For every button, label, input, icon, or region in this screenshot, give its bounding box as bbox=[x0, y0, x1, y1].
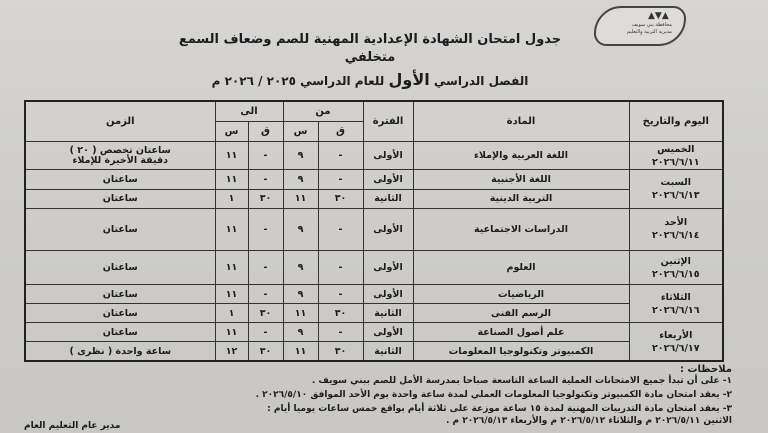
to-hours-cell: ١١ bbox=[215, 208, 248, 250]
date: ٢٠٢٦/٦/١٣ bbox=[652, 190, 700, 202]
subject-cell: اللغة الأجنبية bbox=[413, 170, 629, 189]
day-name: الأحد bbox=[664, 217, 688, 229]
to-minutes-cell: ٣٠ bbox=[248, 189, 283, 208]
period-cell: الأولى bbox=[363, 141, 413, 170]
title-line-2 bbox=[170, 50, 570, 65]
from-minutes-cell: - bbox=[318, 208, 363, 250]
header-from-hours: س bbox=[283, 121, 318, 141]
day-name: الخميس bbox=[657, 143, 695, 155]
date: ٢٠٢٦/٦/١٧ bbox=[652, 342, 700, 354]
subject-cell: علم أصول الصناعة bbox=[413, 323, 629, 342]
period-cell: الأولى bbox=[363, 285, 413, 304]
from-minutes-cell: - bbox=[318, 285, 363, 304]
to-minutes-cell: - bbox=[248, 170, 283, 189]
day-date-cell bbox=[629, 170, 723, 208]
subject-cell: اللغة العربية والإملاء bbox=[413, 141, 629, 170]
to-hours-cell: ١ bbox=[215, 304, 248, 323]
from-hours-cell: ٩ bbox=[283, 141, 318, 170]
to-hours-cell: ١١ bbox=[215, 251, 248, 285]
title-term-label: الفصل الدراسي bbox=[433, 74, 529, 88]
duration-cell: ساعتان bbox=[25, 170, 215, 189]
date: ٢٠٢٦/٦/١٤ bbox=[652, 230, 700, 242]
duration-line-2: دقيقة الأخيرة للإملاء bbox=[72, 154, 168, 166]
logo-line-2: مديرية التربية والتعليم bbox=[626, 29, 672, 35]
day-name: الأربعاء bbox=[659, 329, 693, 341]
to-minutes-cell: - bbox=[248, 323, 283, 342]
from-minutes-cell: ٣٠ bbox=[318, 189, 363, 208]
header-to-minutes: ق bbox=[248, 121, 283, 141]
duration-cell: ساعة واحدة ( نظرى ) bbox=[25, 342, 215, 361]
note-3: ٣- يعقد امتحان مادة التدريبات المهنية لمدة ١٥ ساعة موزعة على ثلاثة أيام بواقع خمس ساعات يوميا أيام : bbox=[267, 404, 732, 414]
duration-cell bbox=[25, 141, 215, 170]
day-date-cell bbox=[629, 323, 723, 361]
to-minutes-cell: - bbox=[248, 285, 283, 304]
to-hours-cell: ١١ bbox=[215, 141, 248, 170]
ministry-logo bbox=[594, 6, 686, 46]
logo-line-1: محافظة بني سويف bbox=[631, 22, 672, 28]
header-from-minutes: ق bbox=[318, 121, 363, 141]
title-line-2-text: متخلفي bbox=[344, 50, 396, 65]
table-row bbox=[25, 342, 723, 361]
title-line-3 bbox=[170, 70, 570, 89]
table-row bbox=[25, 170, 723, 189]
to-hours-cell: ١١ bbox=[215, 285, 248, 304]
header-period: الفترة bbox=[363, 101, 413, 141]
date: ٢٠٢٦/٦/١١ bbox=[652, 156, 700, 168]
from-hours-cell: ١١ bbox=[283, 304, 318, 323]
from-minutes-cell: - bbox=[318, 323, 363, 342]
eagle-emblem-icon: ▲▼▲ bbox=[648, 11, 669, 21]
duration-cell: ساعتان bbox=[25, 304, 215, 323]
subject-cell: التربية الدينية bbox=[413, 189, 629, 208]
from-minutes-cell: - bbox=[318, 141, 363, 170]
period-cell: الأولى bbox=[363, 323, 413, 342]
period-cell: الأولى bbox=[363, 251, 413, 285]
subject-cell: الدراسات الاجتماعية bbox=[413, 208, 629, 250]
table-row bbox=[25, 304, 723, 323]
to-hours-cell: ١٢ bbox=[215, 342, 248, 361]
from-minutes-cell: ٣٠ bbox=[318, 342, 363, 361]
header-to: الى bbox=[215, 101, 283, 121]
to-minutes-cell: - bbox=[248, 251, 283, 285]
day-date-cell bbox=[629, 285, 723, 323]
subject-cell: الكمبيوتر وتكنولوجيا المعلومات bbox=[413, 342, 629, 361]
day-name: الثلاثاء bbox=[660, 291, 691, 303]
header-duration: الزمن bbox=[25, 101, 215, 141]
from-minutes-cell: - bbox=[318, 170, 363, 189]
to-hours-cell: ١ bbox=[215, 189, 248, 208]
table-row bbox=[25, 323, 723, 342]
to-minutes-cell: ٣٠ bbox=[248, 342, 283, 361]
period-cell: الأولى bbox=[363, 208, 413, 250]
duration-cell: ساعتان bbox=[25, 208, 215, 250]
day-name: السبت bbox=[660, 177, 691, 189]
note-1: ١- على أن تبدأ جميع الامتحانات العملية الساعة التاسعة صباحا بمدرسة الأمل للصم ببني سويف . bbox=[311, 376, 732, 386]
date: ٢٠٢٦/٦/١٥ bbox=[652, 268, 700, 280]
header-from: من bbox=[283, 101, 363, 121]
table-row bbox=[25, 208, 723, 250]
to-minutes-cell: - bbox=[248, 208, 283, 250]
duration-cell: ساعتان bbox=[25, 189, 215, 208]
table-row bbox=[25, 285, 723, 304]
period-cell: الثانية bbox=[363, 342, 413, 361]
from-hours-cell: ١١ bbox=[283, 342, 318, 361]
title-year: للعام الدراسي ٢٠٢٥ / ٢٠٢٦ م bbox=[211, 74, 385, 88]
duration-cell: ساعتان bbox=[25, 323, 215, 342]
from-minutes-cell: - bbox=[318, 251, 363, 285]
period-cell: الثانية bbox=[363, 189, 413, 208]
from-hours-cell: ٩ bbox=[283, 208, 318, 250]
day-date-cell bbox=[629, 208, 723, 250]
to-hours-cell: ١١ bbox=[215, 170, 248, 189]
from-hours-cell: ١١ bbox=[283, 189, 318, 208]
table-row bbox=[25, 189, 723, 208]
note-3-dates: الاثنين ٢٠٢٦/٥/١١ م والثلاثاء ٢٠٢٦/٥/١٢ م والأربعاء ٢٠٢٦/٥/١٣ م . bbox=[445, 416, 732, 426]
header-to-hours: س bbox=[215, 121, 248, 141]
table-row bbox=[25, 251, 723, 285]
duration-cell: ساعتان bbox=[25, 251, 215, 285]
title-term-first: الأول bbox=[388, 70, 430, 89]
day-name: الإثنين bbox=[660, 255, 691, 267]
day-date-cell bbox=[629, 251, 723, 285]
table-row bbox=[25, 141, 723, 170]
from-hours-cell: ٩ bbox=[283, 323, 318, 342]
period-cell: الأولى bbox=[363, 170, 413, 189]
signature-title: مدير عام التعليم العام bbox=[24, 421, 121, 431]
period-cell: الثانية bbox=[363, 304, 413, 323]
exam-schedule-table bbox=[24, 100, 724, 362]
day-date-cell bbox=[629, 141, 723, 170]
subject-cell: العلوم bbox=[413, 251, 629, 285]
date: ٢٠٢٦/٦/١٦ bbox=[652, 304, 700, 316]
to-hours-cell: ١١ bbox=[215, 323, 248, 342]
subject-cell: الرسم الفنى bbox=[413, 304, 629, 323]
to-minutes-cell: ٣٠ bbox=[248, 304, 283, 323]
subject-cell: الرياضيات bbox=[413, 285, 629, 304]
note-2: ٢- يعقد امتحان مادة الكمبيوتر وتكنولوجيا المعلومات العملي لمدة ساعة واحدة يوم الأحد الموافق ٢٠٢٦/٥/١٠ . bbox=[255, 390, 732, 400]
from-hours-cell: ٩ bbox=[283, 170, 318, 189]
duration-line-1: ساعتان تخصص ( ٢٠ ) bbox=[69, 144, 171, 156]
to-minutes-cell: - bbox=[248, 141, 283, 170]
header-subject: المادة bbox=[413, 101, 629, 141]
from-hours-cell: ٩ bbox=[283, 285, 318, 304]
notes-heading: ملاحظات : bbox=[679, 364, 732, 375]
from-minutes-cell: ٣٠ bbox=[318, 304, 363, 323]
duration-cell: ساعتان bbox=[25, 285, 215, 304]
from-hours-cell: ٩ bbox=[283, 251, 318, 285]
title-line-1: جدول امتحان الشهادة الإعدادية المهنية للصم وضعاف السمع bbox=[178, 32, 562, 47]
header-day-date: اليوم والتاريخ bbox=[629, 101, 723, 141]
